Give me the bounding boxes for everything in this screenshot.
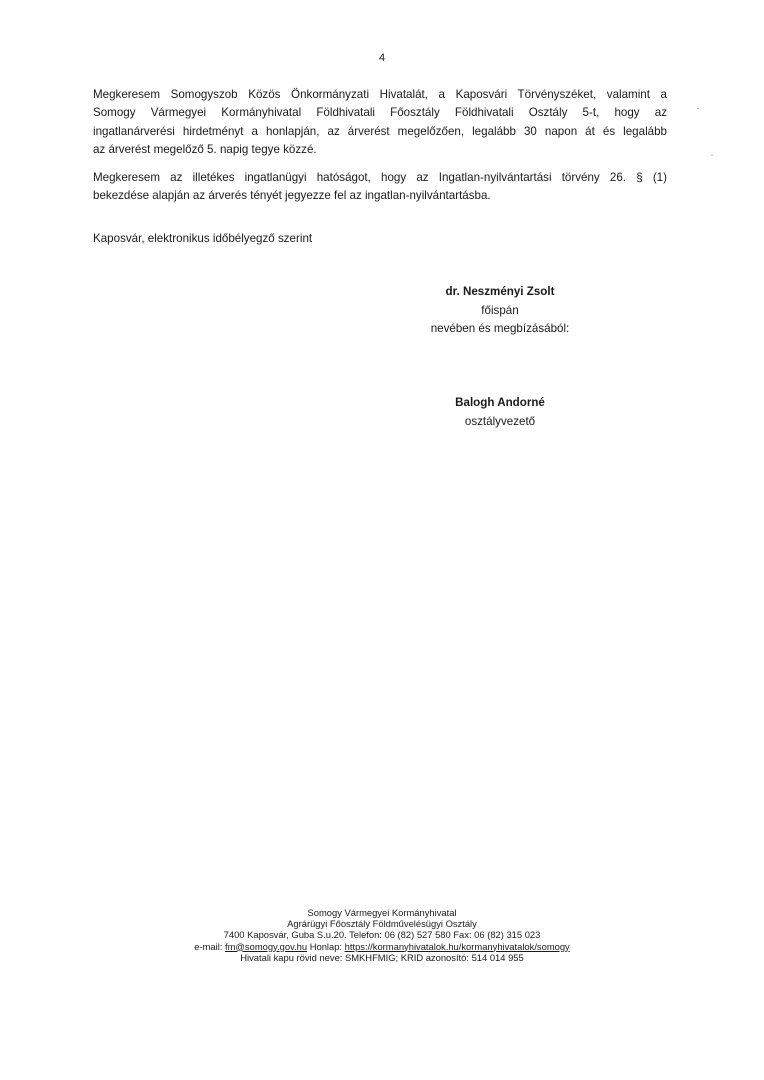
website-link[interactable]: https://kormanyhivatalok.hu/kormanyhivatalok/somogy: [344, 940, 570, 952]
scan-speck: [697, 108, 699, 109]
footer-dept: Agrárügyi Főosztály Földművelésügyi Osztály: [287, 918, 477, 930]
footer-address: 7400 Kaposvár, Guba S.u.20. Telefon: 06 (82) 527 580 Fax: 06 (82) 315 023: [223, 929, 541, 941]
paragraph-line: bekezdése alapján az árverés tényét jegyezze fel az ingatlan-nyilvántartásba.: [93, 189, 491, 203]
signatory-name: dr. Neszményi Zsolt: [445, 285, 555, 298]
signatory-authority: nevében és megbízásából:: [430, 322, 570, 335]
footer-org: Somogy Vármegyei Kormányhivatal: [307, 907, 457, 918]
footer-gate: Hivatali kapu rövid neve: SMKHFMIG; KRID azonosító: 514 014 955: [240, 951, 524, 963]
signature-block-chief: [360, 283, 640, 339]
paragraph-request-publication: [93, 86, 667, 160]
paragraph-line: ingatlanárverési hirdetményt a honlapján, az árverést megelőzően, legalább 30 napon át és legalább: [93, 124, 667, 138]
web-label: Honlap:: [307, 940, 345, 952]
paragraph-line: Megkeresem az illetékes ingatlanügyi hatóságot, hogy az Ingatlan-nyilvántartási törvény 26. § (1): [93, 171, 667, 184]
email-label: e-mail:: [194, 940, 225, 952]
letterhead-footer: [0, 907, 764, 963]
paragraph-line: Somogy Vármegyei Kormányhivatal Földhivatali Főosztály Földhivatali Osztály 5-t, hogy az: [93, 106, 667, 120]
signatory-name: Balogh Andorné: [455, 396, 545, 409]
signatory-title: főispán: [481, 303, 519, 317]
scan-speck: [711, 155, 713, 156]
footer-contact: [0, 941, 764, 952]
email-link[interactable]: fm@somogy.gov.hu: [224, 940, 308, 952]
page-number: 4: [378, 52, 386, 64]
paragraph-request-registry: [93, 169, 667, 206]
signatory-title: osztályvezető: [464, 414, 536, 428]
paragraph-line: az árverést megelőző 5. napig tegye közzé.: [93, 143, 317, 157]
paragraph-line: Megkeresem Somogyszob Közös Önkormányzati Hivatalát, a Kaposvári Törvényszéket, valamint a: [93, 88, 667, 101]
signature-block-head: [360, 394, 640, 431]
place-and-date: Kaposvár, elektronikus időbélyegző szerint: [93, 232, 313, 245]
